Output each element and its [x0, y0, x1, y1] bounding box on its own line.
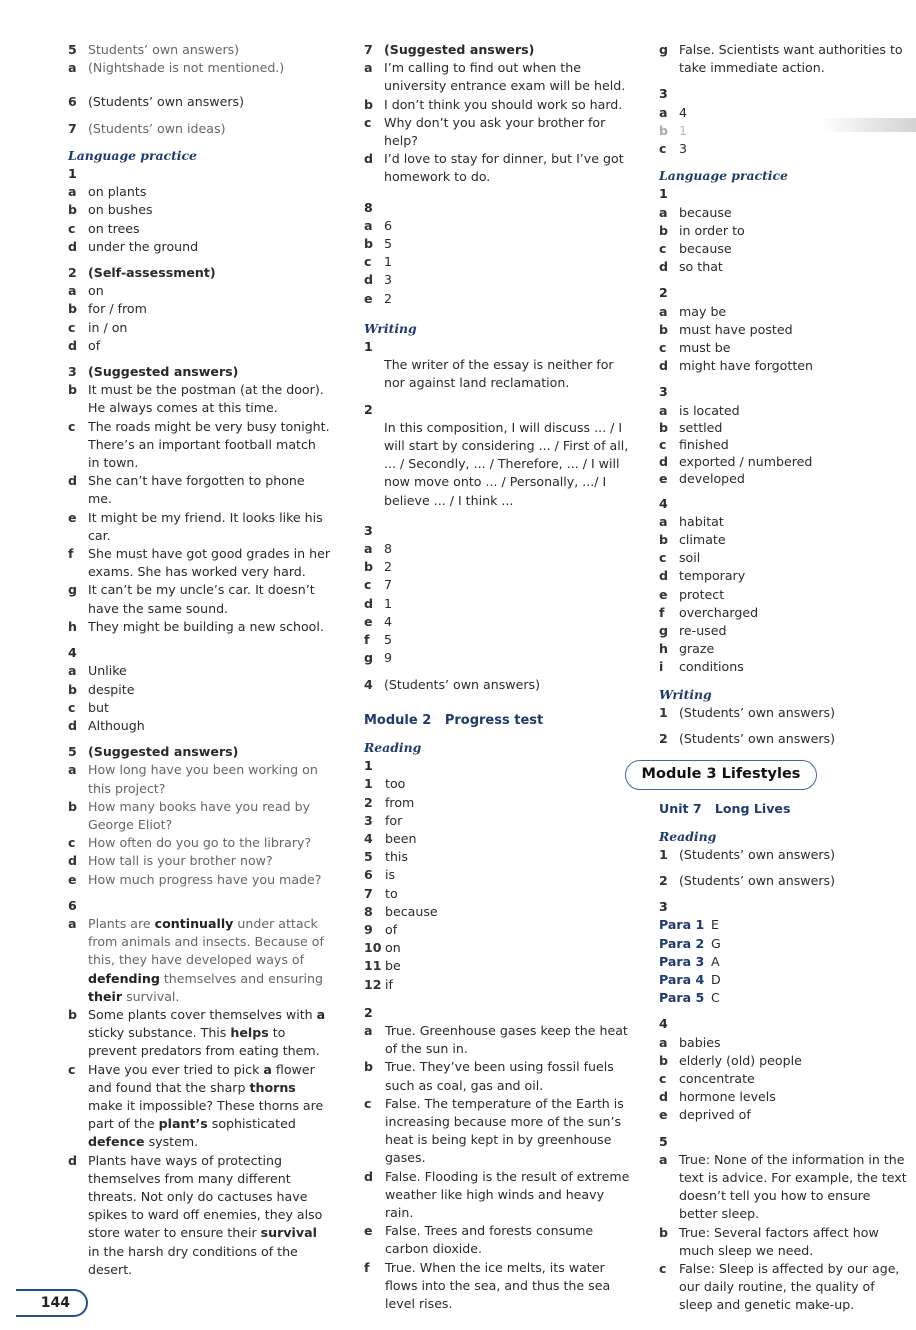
answer-row: Para 3 A [659, 953, 720, 969]
answer-row: Para 1 E [659, 917, 719, 933]
answer-row: f overcharged [659, 604, 759, 620]
answer-row: c The roads might be very busy tonight. There’s an important football match in town. [68, 418, 330, 471]
progress-test-title: Module 2 Progress test [364, 712, 544, 728]
answer-row: e 4 [364, 613, 393, 629]
answer-row: b 1 [659, 122, 688, 138]
answer-row: d False. Flooding is the result of extreme weather like high winds and heavy rain. [364, 1168, 630, 1220]
answer-text: In this composition, I will discuss ... / I will start by considering ... / First of all, ... / Secondly, ... / Therefore, ... / I will now move onto ... / Personally, .../ I believe ... / I think ... [384, 419, 629, 508]
answer-row: a I’m calling to find out when the university entrance exam will be held. [364, 60, 626, 94]
unit-title: Unit 7 Long Lives [659, 801, 791, 817]
scan-shadow [820, 118, 916, 132]
answer-row: b I don’t think you should work so hard. [364, 96, 623, 112]
exercise-number: 3 [364, 522, 373, 538]
answer-row: g re-used [659, 623, 727, 639]
answer-row: c because [659, 241, 732, 257]
answer-row: 1 (Students’ own answers) [659, 704, 836, 720]
page-number: 144 [16, 1289, 88, 1317]
answer-row: c soil [659, 550, 701, 566]
exercise-heading: 5 (Suggested answers) [68, 744, 239, 760]
answer-row: Para 4 D [659, 971, 721, 987]
answer-row: a 4 [659, 104, 688, 120]
answer-row: 2 (Students’ own answers) [659, 872, 836, 888]
answer-row: Para 2 G [659, 935, 721, 951]
answer-row: b for / from [68, 301, 147, 317]
answer-row: b despite [68, 681, 135, 697]
answer-row: a on plants [68, 184, 147, 200]
answer-row: 8 because [364, 903, 438, 919]
answer-row: c Why don’t you ask your brother for help? [364, 114, 606, 149]
answer-row: 2 (Students’ own answers) [659, 731, 836, 747]
answer-row: a How long have you been working on this project? [68, 762, 318, 796]
answer-row: 10 on [364, 940, 401, 956]
exercise-number: 2 [364, 1004, 373, 1020]
answer-row: c How often do you go to the library? [68, 835, 312, 851]
reading-heading: Reading [659, 828, 717, 844]
answer-row: b climate [659, 532, 726, 548]
answer-row: a babies [659, 1034, 721, 1050]
answer-row: d might have forgotten [659, 358, 813, 374]
answer-row: b It must be the postman (at the door). He always comes at this time. [68, 382, 324, 416]
answer-row: i conditions [659, 659, 744, 675]
answer-row: 1 too [364, 776, 406, 792]
exercise-number: 8 [364, 199, 373, 215]
answer-row: d I’d love to stay for dinner, but I’ve got homework to do. [364, 151, 624, 185]
answer-row: 7 to [364, 885, 398, 901]
answer-row: g False. Scientists want authorities to take immediate action. [659, 42, 903, 76]
exercise-number: 5 [659, 1133, 668, 1149]
answer-row: c must be [659, 340, 731, 356]
answer-row: d How tall is your brother now? [68, 853, 273, 869]
answer-row: 11 be [364, 958, 401, 974]
answer-column-3 [641, 41, 909, 1315]
answer-row: d 1 [364, 595, 393, 611]
exercise-number: 2 [659, 285, 668, 301]
answer-row: 6 is [364, 867, 396, 883]
answer-row: c in / on [68, 319, 128, 335]
exercise-number: 1 [364, 758, 373, 774]
answer-row: a 8 [364, 541, 393, 557]
answer-row: 9 of [364, 921, 398, 937]
answer-row: Para 5 C [659, 990, 720, 1006]
answer-row: b True: Several factors affect how much sleep we need. [659, 1224, 879, 1258]
answer-row: d so that [659, 259, 723, 275]
answer-row: b How many books have you read by George Eliot? [68, 798, 311, 832]
answer-row: d Plants have ways of protecting themselves from many different threats. Not only do cactuses have spikes to ward off enemies, they also store water to ensure their survival in the harsh dry conditions of the desert. [68, 1152, 323, 1277]
answer-row: c on trees [68, 220, 140, 236]
answer-row: d 3 [364, 272, 393, 288]
answer-row: c finished [659, 436, 729, 452]
answer-row: c 7 [364, 577, 393, 593]
writing-heading: Writing [364, 320, 417, 336]
answer-row: e It might be my friend. It looks like his car. [68, 509, 323, 543]
answer-row: a True: None of the information in the text is advice. For example, the text doesn’t tell you how to ensure better sleep. [659, 1151, 907, 1222]
answer-row: 1 (Students’ own answers) [659, 846, 836, 862]
answer-row: b 5 [364, 236, 393, 252]
exercise-number: 2 [364, 401, 373, 417]
answer-row: a because [659, 204, 732, 220]
exercise-number: 3 [659, 899, 668, 915]
answer-row: b elderly (old) people [659, 1052, 802, 1068]
answer-row: d of [68, 337, 101, 353]
language-practice-heading: Language practice [659, 168, 788, 184]
answer-row: a 6 [364, 217, 393, 233]
exercise-heading: 3 (Suggested answers) [68, 364, 239, 380]
answer-row: a (Nightshade is not mentioned.) [68, 60, 285, 76]
exercise-number: 1 [68, 166, 77, 182]
answer-row: g It can’t be my uncle’s car. It doesn’t have the same sound. [68, 582, 315, 616]
answer-row: b settled [659, 419, 723, 435]
answer-row: e deprived of [659, 1107, 751, 1123]
answer-column-1 [68, 41, 330, 1279]
module-3-banner: Module 3 Lifestyles [625, 760, 817, 790]
exercise-number: 1 [364, 339, 373, 355]
answer-row: f True. When the ice melts, its water flows into the sea, and thus the sea level rises. [364, 1259, 611, 1311]
answer-row: e False. Trees and forests consume carbon dioxide. [364, 1223, 594, 1257]
exercise-heading: 2 (Self-assessment) [68, 265, 216, 281]
answer-row: 7 (Students’ own ideas) [68, 120, 226, 136]
reading-heading: Reading [364, 739, 422, 755]
answer-row: f 5 [364, 632, 393, 648]
answer-row: c but [68, 699, 109, 715]
answer-row: e 2 [364, 290, 393, 306]
answer-row: e How much progress have you made? [68, 871, 322, 887]
answer-row: 6 (Students’ own answers) [68, 94, 245, 110]
answer-row: a Unlike [68, 663, 127, 679]
answer-row: c 1 [364, 254, 393, 270]
answer-row: b must have posted [659, 321, 793, 337]
answer-row: a on [68, 283, 104, 299]
answer-row: c False. The temperature of the Earth is increasing because more of the sun’s heat is being kept in by greenhouse gases. [364, 1095, 624, 1166]
answer-row: 3 for [364, 812, 403, 828]
answer-row: f She must have got good grades in her exams. She has worked very hard. [68, 546, 331, 580]
answer-row: e protect [659, 586, 725, 602]
answer-row: b on bushes [68, 202, 153, 218]
answer-row: d hormone levels [659, 1089, 776, 1105]
answer-row: h graze [659, 641, 715, 657]
answer-row: d under the ground [68, 238, 199, 254]
exercise-number: 6 [68, 897, 77, 913]
exercise-heading: 7 (Suggested answers) [364, 42, 535, 57]
answer-row: 5 Students’ own answers) [68, 42, 240, 57]
answer-row: 12 if [364, 976, 393, 992]
exercise-number: 4 [659, 1016, 668, 1032]
answer-row: d Although [68, 717, 145, 733]
answer-row: 2 from [364, 794, 415, 810]
exercise-number: 4 [659, 495, 668, 511]
answer-row: d exported / numbered [659, 453, 813, 469]
answer-row: b 2 [364, 559, 393, 575]
answer-row: 5 this [364, 849, 408, 865]
answer-row: 4 been [364, 830, 417, 846]
answer-column-2 [364, 41, 630, 1313]
answer-row: b Some plants cover themselves with a sticky substance. This helps to prevent predators from eating them. [68, 1006, 326, 1059]
language-practice-heading: Language practice [68, 147, 197, 163]
answer-row: a is located [659, 402, 740, 418]
answer-row: d temporary [659, 568, 746, 584]
answer-row: b in order to [659, 222, 745, 238]
exercise-number: 3 [659, 86, 668, 102]
exercise-number: 4 [68, 645, 77, 661]
answer-row: c concentrate [659, 1070, 755, 1086]
answer-row: a True. Greenhouse gases keep the heat of the sun in. [364, 1022, 628, 1057]
writing-heading: Writing [659, 686, 712, 702]
answer-row: d She can’t have forgotten to phone me. [68, 473, 305, 507]
answer-row: c 3 [659, 141, 688, 157]
answer-row: g 9 [364, 650, 393, 666]
answer-row: a may be [659, 303, 727, 319]
answer-row: e developed [659, 470, 745, 486]
answer-row: a habitat [659, 513, 724, 529]
answer-row: c False: Sleep is affected by our age, our daily routine, the quality of sleep and genetic make-up. [659, 1260, 900, 1313]
answer-row: h They might be building a new school. [68, 618, 324, 634]
answer-row: 4 (Students’ own answers) [364, 676, 541, 692]
exercise-number: 3 [659, 384, 668, 400]
answer-row: c Have you ever tried to pick a flower and found that the sharp thorns make it impossible? These thorns are part of the plant’s sophisticated defence system. [68, 1061, 324, 1150]
answer-text: The writer of the essay is neither for nor against land reclamation. [384, 357, 614, 391]
answer-row: b True. They’ve been using fossil fuels such as coal, gas and oil. [364, 1059, 614, 1093]
exercise-number: 1 [659, 186, 668, 202]
answer-row: a Plants are continually under attack from animals and insects. Because of this, they have developed ways of defending themselves and ensuring their survival. [68, 915, 324, 1004]
